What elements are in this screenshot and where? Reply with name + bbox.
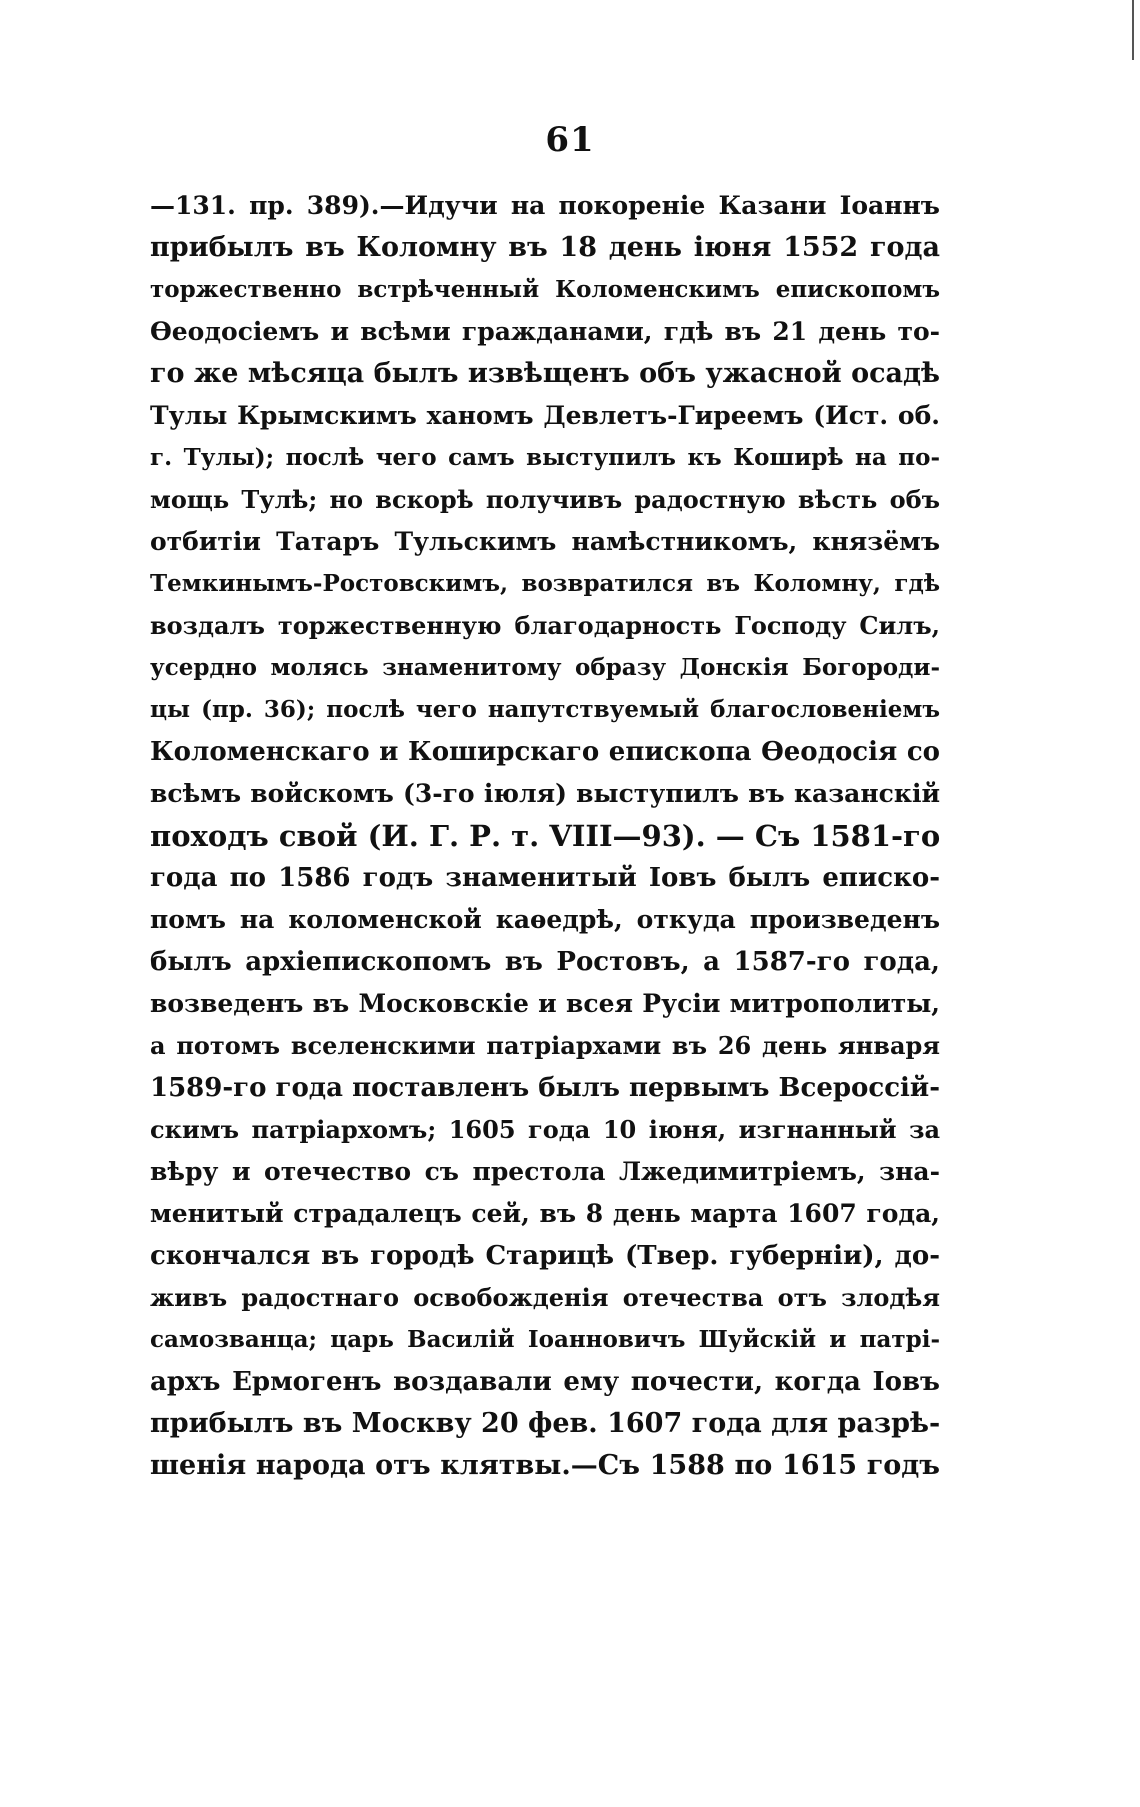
text-line: Темкинымъ-Ростовскимъ, возвратился въ Коломну, гдѣ bbox=[150, 570, 940, 597]
text-line: Коломенскаго и Коширскаго епископа Ѳеодосія со bbox=[150, 737, 940, 767]
text-line: года по 1586 годъ знаменитый Іовъ былъ еписко- bbox=[150, 863, 940, 893]
text-line: возведенъ въ Московскіе и всея Русіи митрополиты, bbox=[150, 989, 940, 1018]
text-line: 1589-го года поставленъ былъ первымъ Всероссій- bbox=[150, 1073, 940, 1103]
text-line: Тулы Крымскимъ ханомъ Девлетъ-Гиреемъ (Ист. об. bbox=[150, 401, 940, 430]
text-line: скончался въ городѣ Старицѣ (Твер. губерніи), до- bbox=[150, 1241, 940, 1271]
text-line: отбитіи Татаръ Тульскимъ намѣстникомъ, князёмъ bbox=[150, 527, 940, 556]
text-line: скимъ патріархомъ; 1605 года 10 іюня, изгнанный за bbox=[150, 1115, 940, 1144]
text-line: всѣмъ войскомъ (3-го іюля) выступилъ въ казанскій bbox=[150, 779, 940, 808]
text-line: шенія народа отъ клятвы.—Съ 1588 по 1615 годъ bbox=[150, 1450, 940, 1481]
page-number: 61 bbox=[545, 120, 595, 160]
text-line: усердно молясь знаменитому образу Донскія Богороди- bbox=[150, 654, 940, 681]
text-line: прибылъ въ Москву 20 фев. 1607 года для разрѣ- bbox=[150, 1408, 941, 1439]
text-line: самозванца; царь Василій Іоанновичъ Шуйскій и патрі- bbox=[150, 1326, 940, 1353]
text-line: цы (пр. 36); послѣ чего напутствуемый благословеніемъ bbox=[150, 696, 940, 723]
text-line: вѣру и отечество съ престола Лжедимитріемъ, зна- bbox=[150, 1157, 940, 1186]
text-line: торжественно встрѣченный Коломенскимъ епископомъ bbox=[150, 276, 940, 303]
page-edge-line bbox=[1132, 0, 1134, 60]
text-line: Ѳеодосіемъ и всѣми гражданами, гдѣ въ 21 день то- bbox=[150, 317, 940, 346]
text-line: менитый страдалецъ сей, въ 8 день марта 1607 года, bbox=[150, 1199, 940, 1228]
text-line: воздалъ торжественную благодарность Господу Силъ, bbox=[150, 611, 940, 640]
text-line: а потомъ вселенскими патріархами въ 26 день января bbox=[150, 1031, 940, 1060]
text-line: —131. пр. 389).—Идучи на покореніе Казани Іоаннъ bbox=[150, 191, 940, 220]
text-line: го же мѣсяца былъ извѣщенъ объ ужасной осадѣ bbox=[150, 358, 940, 389]
text-line: былъ архіепископомъ въ Ростовъ, а 1587-го года, bbox=[150, 947, 940, 977]
text-line: архъ Ермогенъ воздавали ему почести, когда Іовъ bbox=[150, 1367, 940, 1397]
text-line: помъ на коломенской каѳедрѣ, откуда произведенъ bbox=[150, 905, 940, 934]
text-line: прибылъ въ Коломну въ 18 день іюня 1552 года bbox=[150, 232, 940, 263]
body-text bbox=[150, 185, 940, 1487]
text-line: г. Тулы); послѣ чего самъ выступилъ къ Коширѣ на по- bbox=[150, 444, 940, 471]
text-line: мощь Тулѣ; но вскорѣ получивъ радостную вѣсть объ bbox=[150, 485, 940, 514]
text-line: походъ свой (И. Г. Р. т. VIII—93). — Съ 1581-го bbox=[150, 819, 941, 853]
text-line: живъ радостнаго освобожденія отечества отъ злодѣя bbox=[150, 1283, 940, 1312]
